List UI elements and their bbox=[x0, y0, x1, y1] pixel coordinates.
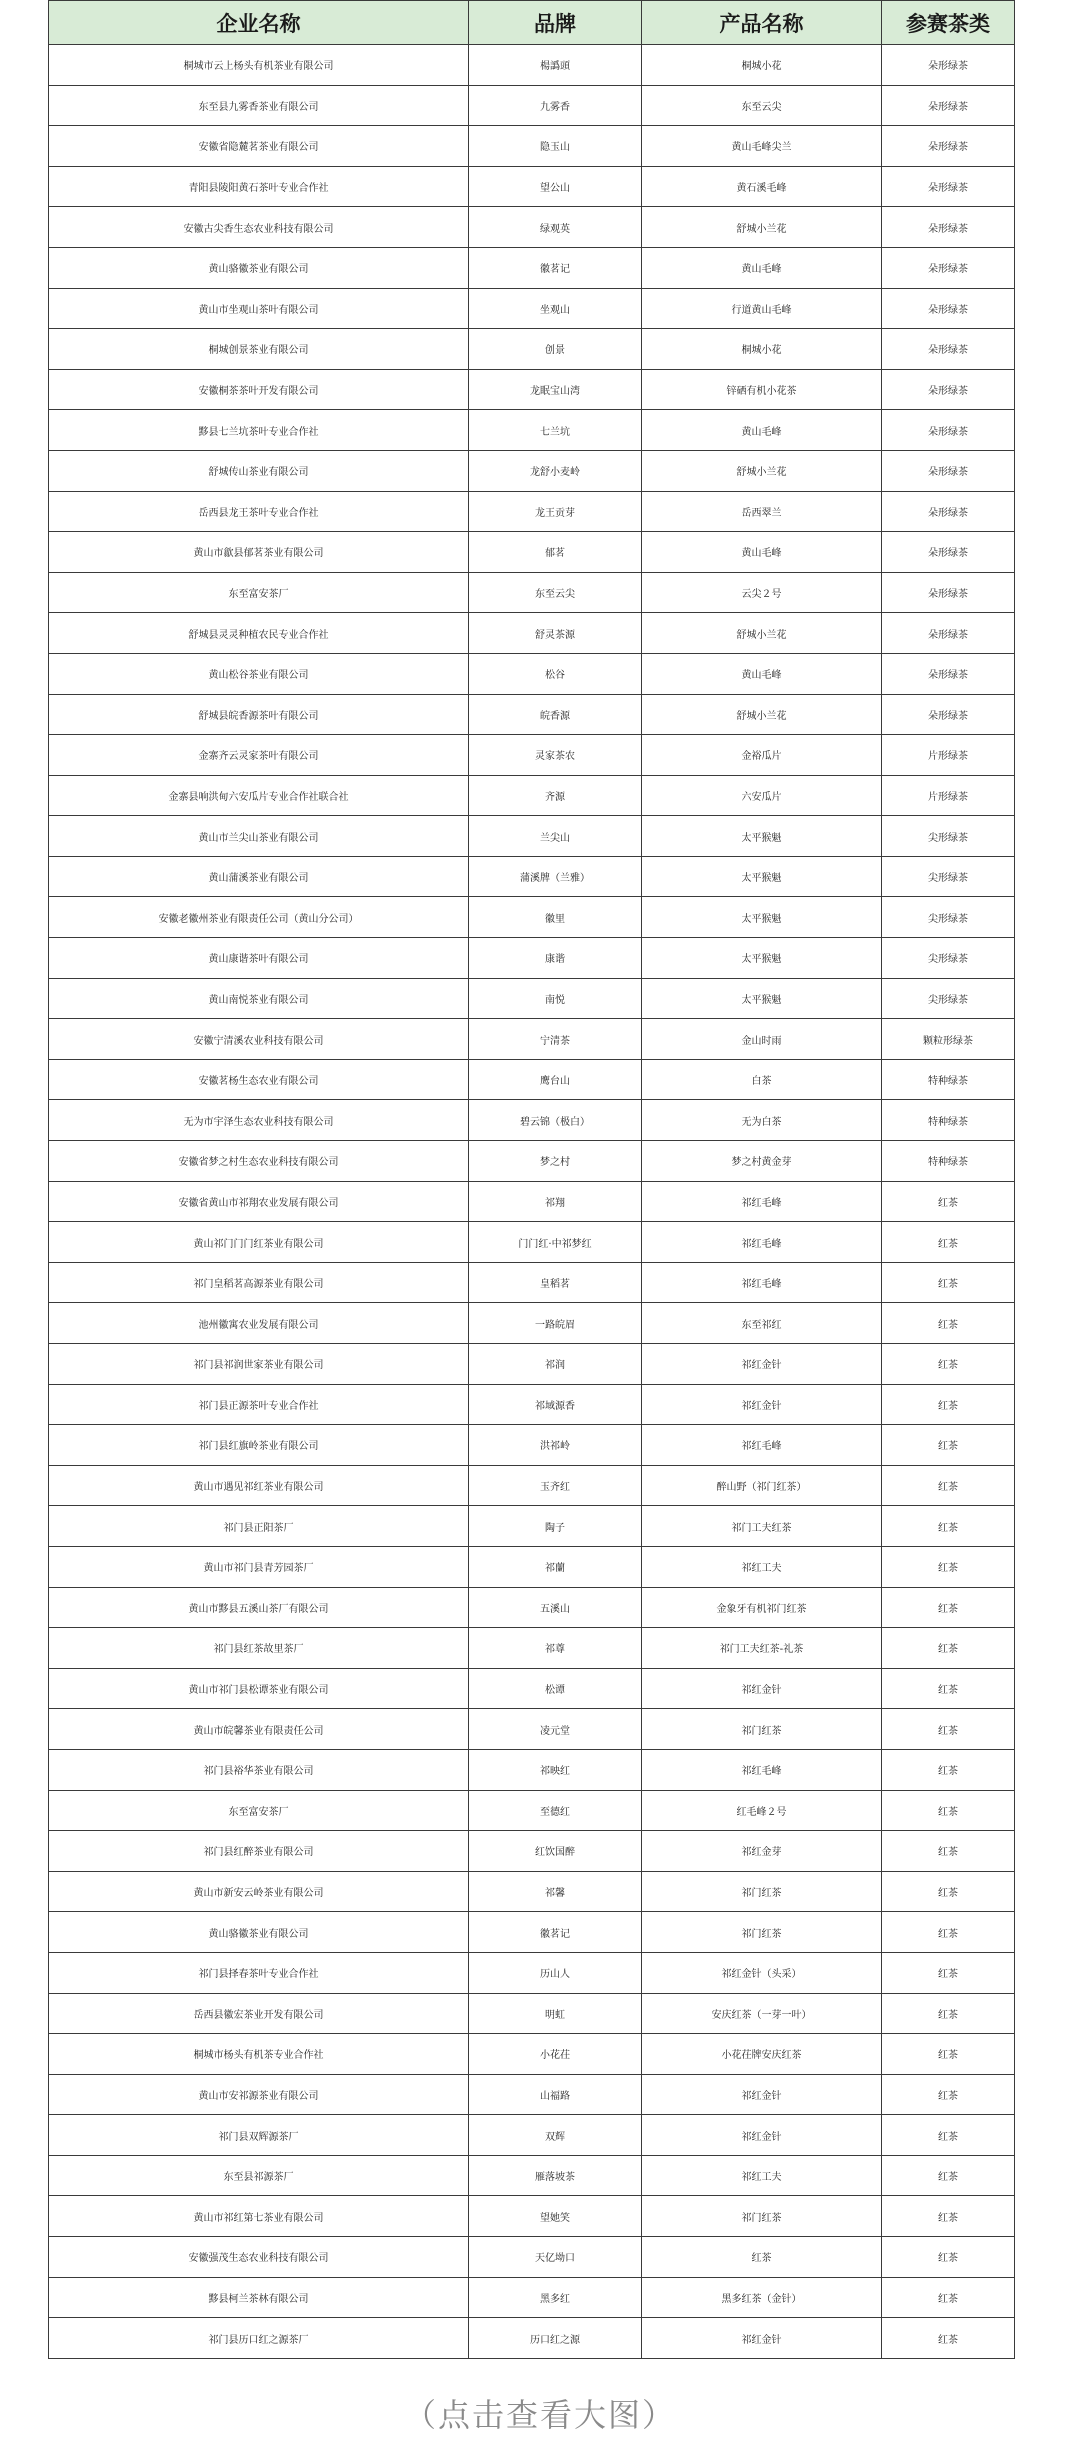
category-cell: 朵形绿茶 bbox=[882, 45, 1015, 86]
company-cell: 黄山松谷茶业有限公司 bbox=[49, 653, 469, 694]
category-cell: 朵形绿茶 bbox=[882, 288, 1015, 329]
table-row bbox=[49, 2237, 1015, 2278]
company-cell: 黄山市歙县郁茗茶业有限公司 bbox=[49, 532, 469, 573]
category-cell: 尖形绿茶 bbox=[882, 897, 1015, 938]
product-cell: 祁红毛峰 bbox=[642, 1425, 882, 1466]
table-row bbox=[49, 1912, 1015, 1953]
product-cell: 黄山毛峰 bbox=[642, 247, 882, 288]
product-cell: 梦之村黄金芽 bbox=[642, 1141, 882, 1182]
category-cell: 红茶 bbox=[882, 1912, 1015, 1953]
product-cell: 黄山毛峰 bbox=[642, 410, 882, 451]
table-row bbox=[49, 85, 1015, 126]
company-cell: 祁门县红茶故里茶厂 bbox=[49, 1628, 469, 1669]
category-cell: 红茶 bbox=[882, 1790, 1015, 1831]
table-row bbox=[49, 735, 1015, 776]
brand-cell: 山福路 bbox=[469, 2074, 642, 2115]
table-row bbox=[49, 1749, 1015, 1790]
table-row bbox=[49, 1181, 1015, 1222]
category-cell: 红茶 bbox=[882, 1506, 1015, 1547]
product-cell: 祁红毛峰 bbox=[642, 1262, 882, 1303]
product-cell: 锌硒有机小花茶 bbox=[642, 369, 882, 410]
product-cell: 桐城小花 bbox=[642, 45, 882, 86]
table-row bbox=[49, 1871, 1015, 1912]
company-cell: 安徽强茂生态农业科技有限公司 bbox=[49, 2237, 469, 2278]
category-cell: 红茶 bbox=[882, 2318, 1015, 2359]
product-cell: 祁红毛峰 bbox=[642, 1181, 882, 1222]
category-cell: 特种绿茶 bbox=[882, 1141, 1015, 1182]
table-row bbox=[49, 1587, 1015, 1628]
category-cell: 红茶 bbox=[882, 1384, 1015, 1425]
product-cell: 祁门工夫红茶-礼茶 bbox=[642, 1628, 882, 1669]
product-cell: 金象牙有机祁门红茶 bbox=[642, 1587, 882, 1628]
brand-cell: 门门红·中祁梦红 bbox=[469, 1222, 642, 1263]
product-cell: 祁红毛峰 bbox=[642, 1222, 882, 1263]
category-cell: 红茶 bbox=[882, 1749, 1015, 1790]
table-container bbox=[48, 0, 1014, 2359]
product-cell: 祁红金针 bbox=[642, 2074, 882, 2115]
brand-cell: 兰尖山 bbox=[469, 816, 642, 857]
company-cell: 舒城县灵灵种植农民专业合作社 bbox=[49, 613, 469, 654]
table-body bbox=[49, 45, 1015, 2359]
brand-cell: 祁翔 bbox=[469, 1181, 642, 1222]
table-row bbox=[49, 653, 1015, 694]
product-cell: 太平猴魁 bbox=[642, 816, 882, 857]
product-cell: 太平猴魁 bbox=[642, 856, 882, 897]
table-row bbox=[49, 938, 1015, 979]
category-cell: 红茶 bbox=[882, 1344, 1015, 1385]
product-cell: 六安瓜片 bbox=[642, 775, 882, 816]
product-cell: 云尖２号 bbox=[642, 572, 882, 613]
category-cell: 朵形绿茶 bbox=[882, 694, 1015, 735]
table-row bbox=[49, 1465, 1015, 1506]
company-cell: 黄山骆徽茶业有限公司 bbox=[49, 247, 469, 288]
brand-cell: 历山人 bbox=[469, 1952, 642, 1993]
category-cell: 尖形绿茶 bbox=[882, 978, 1015, 1019]
table-row bbox=[49, 410, 1015, 451]
category-cell: 朵形绿茶 bbox=[882, 572, 1015, 613]
category-cell: 红茶 bbox=[882, 1303, 1015, 1344]
table-row bbox=[49, 2034, 1015, 2075]
table-row bbox=[49, 207, 1015, 248]
table-row bbox=[49, 2318, 1015, 2359]
category-cell: 红茶 bbox=[882, 1831, 1015, 1872]
product-cell: 祁红金针 bbox=[642, 2115, 882, 2156]
company-cell: 黟县七兰坑茶叶专业合作社 bbox=[49, 410, 469, 451]
table-row bbox=[49, 1952, 1015, 1993]
category-cell: 红茶 bbox=[882, 1668, 1015, 1709]
table-row bbox=[49, 1628, 1015, 1669]
company-cell: 黄山市新安云岭茶业有限公司 bbox=[49, 1871, 469, 1912]
product-cell: 黑多红茶（金针） bbox=[642, 2277, 882, 2318]
tea-competition-table bbox=[48, 0, 1015, 2359]
table-row bbox=[49, 1709, 1015, 1750]
header-brand: 品牌 bbox=[469, 1, 642, 45]
product-cell: 祁门红茶 bbox=[642, 2196, 882, 2237]
company-cell: 金寨县响洪甸六安瓜片专业合作社联合社 bbox=[49, 775, 469, 816]
company-cell: 池州徽寓农业发展有限公司 bbox=[49, 1303, 469, 1344]
table-row bbox=[49, 1344, 1015, 1385]
company-cell: 黄山祁门门门红茶业有限公司 bbox=[49, 1222, 469, 1263]
company-cell: 安徽老徽州茶业有限责任公司（黄山分公司） bbox=[49, 897, 469, 938]
brand-cell: 龙眠宝山湾 bbox=[469, 369, 642, 410]
brand-cell: 徽茗记 bbox=[469, 1912, 642, 1953]
company-cell: 祁门县红旗岭茶业有限公司 bbox=[49, 1425, 469, 1466]
company-cell: 黄山市兰尖山茶业有限公司 bbox=[49, 816, 469, 857]
table-row bbox=[49, 329, 1015, 370]
brand-cell: 雁落坡茶 bbox=[469, 2155, 642, 2196]
category-cell: 颗粒形绿茶 bbox=[882, 1019, 1015, 1060]
company-cell: 岳西县龙王茶叶专业合作社 bbox=[49, 491, 469, 532]
brand-cell: 绿观英 bbox=[469, 207, 642, 248]
brand-cell: 龙舒小麦岭 bbox=[469, 450, 642, 491]
category-cell: 尖形绿茶 bbox=[882, 856, 1015, 897]
category-cell: 红茶 bbox=[882, 2034, 1015, 2075]
company-cell: 黄山市祁门县青芳园茶厂 bbox=[49, 1546, 469, 1587]
brand-cell: 明虹 bbox=[469, 1993, 642, 2034]
category-cell: 朵形绿茶 bbox=[882, 247, 1015, 288]
product-cell: 舒城小兰花 bbox=[642, 207, 882, 248]
company-cell: 祁门县裕华茶业有限公司 bbox=[49, 1749, 469, 1790]
table-row bbox=[49, 369, 1015, 410]
brand-cell: 松谷 bbox=[469, 653, 642, 694]
brand-cell: 鹰台山 bbox=[469, 1059, 642, 1100]
company-cell: 黄山市坐观山茶叶有限公司 bbox=[49, 288, 469, 329]
product-cell: 祁红金针（头采） bbox=[642, 1952, 882, 1993]
table-row bbox=[49, 1668, 1015, 1709]
brand-cell: 南悦 bbox=[469, 978, 642, 1019]
table-row bbox=[49, 613, 1015, 654]
category-cell: 片形绿茶 bbox=[882, 775, 1015, 816]
product-cell: 舒城小兰花 bbox=[642, 613, 882, 654]
category-cell: 红茶 bbox=[882, 1709, 1015, 1750]
product-cell: 祁红工夫 bbox=[642, 2155, 882, 2196]
product-cell: 舒城小兰花 bbox=[642, 694, 882, 735]
product-cell: 祁红金针 bbox=[642, 2318, 882, 2359]
header-product: 产品名称 bbox=[642, 1, 882, 45]
category-cell: 红茶 bbox=[882, 2115, 1015, 2156]
table-row bbox=[49, 1262, 1015, 1303]
brand-cell: 徽里 bbox=[469, 897, 642, 938]
product-cell: 醉山野（祁门红茶） bbox=[642, 1465, 882, 1506]
company-cell: 祁门县祁润世家茶业有限公司 bbox=[49, 1344, 469, 1385]
brand-cell: 隐玉山 bbox=[469, 126, 642, 167]
brand-cell: 碧云锦（极白） bbox=[469, 1100, 642, 1141]
category-cell: 红茶 bbox=[882, 1222, 1015, 1263]
company-cell: 黄山市安祁源茶业有限公司 bbox=[49, 2074, 469, 2115]
company-cell: 安徽茗杨生态农业有限公司 bbox=[49, 1059, 469, 1100]
company-cell: 岳西县徽宏茶业开发有限公司 bbox=[49, 1993, 469, 2034]
company-cell: 青阳县陵阳黄石茶叶专业合作社 bbox=[49, 166, 469, 207]
table-row bbox=[49, 1790, 1015, 1831]
company-cell: 桐城市云上杨头有机茶业有限公司 bbox=[49, 45, 469, 86]
table-row bbox=[49, 1059, 1015, 1100]
category-cell: 红茶 bbox=[882, 1181, 1015, 1222]
brand-cell: 小花茌 bbox=[469, 2034, 642, 2075]
brand-cell: 黑多红 bbox=[469, 2277, 642, 2318]
company-cell: 黄山市黟县五溪山茶厂有限公司 bbox=[49, 1587, 469, 1628]
company-cell: 祁门县正源茶叶专业合作社 bbox=[49, 1384, 469, 1425]
table-row bbox=[49, 1506, 1015, 1547]
brand-cell: 东至云尖 bbox=[469, 572, 642, 613]
category-cell: 朵形绿茶 bbox=[882, 653, 1015, 694]
product-cell: 金裕瓜片 bbox=[642, 735, 882, 776]
company-cell: 安徽宁清溪农业科技有限公司 bbox=[49, 1019, 469, 1060]
brand-cell: 双辉 bbox=[469, 2115, 642, 2156]
product-cell: 岳西翠兰 bbox=[642, 491, 882, 532]
product-cell: 祁红金针 bbox=[642, 1384, 882, 1425]
table-row bbox=[49, 491, 1015, 532]
company-cell: 安徽古尖香生态农业科技有限公司 bbox=[49, 207, 469, 248]
brand-cell: 望公山 bbox=[469, 166, 642, 207]
brand-cell: 祁域源香 bbox=[469, 1384, 642, 1425]
brand-cell: 天亿坳口 bbox=[469, 2237, 642, 2278]
brand-cell: 红饮国醉 bbox=[469, 1831, 642, 1872]
category-cell: 红茶 bbox=[882, 1871, 1015, 1912]
brand-cell: 玉齐红 bbox=[469, 1465, 642, 1506]
brand-cell: 楊譌頭 bbox=[469, 45, 642, 86]
product-cell: 祁门红茶 bbox=[642, 1871, 882, 1912]
category-cell: 朵形绿茶 bbox=[882, 166, 1015, 207]
table-row bbox=[49, 1993, 1015, 2034]
brand-cell: 郁茗 bbox=[469, 532, 642, 573]
category-cell: 红茶 bbox=[882, 1993, 1015, 2034]
company-cell: 舒城县皖香源茶叶有限公司 bbox=[49, 694, 469, 735]
product-cell: 行道黄山毛峰 bbox=[642, 288, 882, 329]
category-cell: 红茶 bbox=[882, 1952, 1015, 1993]
brand-cell: 一路皖眉 bbox=[469, 1303, 642, 1344]
company-cell: 安徽省隐麓茗茶业有限公司 bbox=[49, 126, 469, 167]
table-row bbox=[49, 1831, 1015, 1872]
company-cell: 东至县九雾香茶业有限公司 bbox=[49, 85, 469, 126]
brand-cell: 祁馨 bbox=[469, 1871, 642, 1912]
category-cell: 朵形绿茶 bbox=[882, 126, 1015, 167]
product-cell: 太平猴魁 bbox=[642, 978, 882, 1019]
table-row bbox=[49, 1425, 1015, 1466]
category-cell: 红茶 bbox=[882, 2155, 1015, 2196]
table-row bbox=[49, 450, 1015, 491]
table-row bbox=[49, 1384, 1015, 1425]
header-company: 企业名称 bbox=[49, 1, 469, 45]
company-cell: 黄山市遇见祁红茶业有限公司 bbox=[49, 1465, 469, 1506]
category-cell: 红茶 bbox=[882, 1262, 1015, 1303]
company-cell: 祁门县红醉茶业有限公司 bbox=[49, 1831, 469, 1872]
company-cell: 东至富安茶厂 bbox=[49, 1790, 469, 1831]
category-cell: 红茶 bbox=[882, 1587, 1015, 1628]
table-row bbox=[49, 2115, 1015, 2156]
brand-cell: 五溪山 bbox=[469, 1587, 642, 1628]
product-cell: 太平猴魁 bbox=[642, 938, 882, 979]
table-row bbox=[49, 978, 1015, 1019]
brand-cell: 至德红 bbox=[469, 1790, 642, 1831]
company-cell: 黄山市祁门县松谭茶业有限公司 bbox=[49, 1668, 469, 1709]
company-cell: 祁门县正阳茶厂 bbox=[49, 1506, 469, 1547]
table-row bbox=[49, 1141, 1015, 1182]
category-cell: 朵形绿茶 bbox=[882, 85, 1015, 126]
product-cell: 祁红金针 bbox=[642, 1668, 882, 1709]
category-cell: 朵形绿茶 bbox=[882, 532, 1015, 573]
category-cell: 红茶 bbox=[882, 2237, 1015, 2278]
category-cell: 红茶 bbox=[882, 2277, 1015, 2318]
company-cell: 东至富安茶厂 bbox=[49, 572, 469, 613]
company-cell: 黟县柯兰茶林有限公司 bbox=[49, 2277, 469, 2318]
brand-cell: 坐观山 bbox=[469, 288, 642, 329]
company-cell: 祁门县历口红之源茶厂 bbox=[49, 2318, 469, 2359]
brand-cell: 望她笑 bbox=[469, 2196, 642, 2237]
company-cell: 祁门县双辉源茶厂 bbox=[49, 2115, 469, 2156]
table-row bbox=[49, 2074, 1015, 2115]
brand-cell: 宁清茶 bbox=[469, 1019, 642, 1060]
table-row bbox=[49, 1100, 1015, 1141]
product-cell: 红毛峰２号 bbox=[642, 1790, 882, 1831]
category-cell: 朵形绿茶 bbox=[882, 369, 1015, 410]
brand-cell: 舒灵茶源 bbox=[469, 613, 642, 654]
table-row bbox=[49, 45, 1015, 86]
table-row bbox=[49, 816, 1015, 857]
product-cell: 祁红金芽 bbox=[642, 1831, 882, 1872]
company-cell: 祁门皇稻茗高源茶业有限公司 bbox=[49, 1262, 469, 1303]
brand-cell: 龙王贡芽 bbox=[469, 491, 642, 532]
category-cell: 朵形绿茶 bbox=[882, 491, 1015, 532]
category-cell: 尖形绿茶 bbox=[882, 816, 1015, 857]
brand-cell: 凌元堂 bbox=[469, 1709, 642, 1750]
brand-cell: 皖香源 bbox=[469, 694, 642, 735]
table-row bbox=[49, 2155, 1015, 2196]
table-row bbox=[49, 1303, 1015, 1344]
company-cell: 桐城市杨头有机茶专业合作社 bbox=[49, 2034, 469, 2075]
brand-cell: 齐源 bbox=[469, 775, 642, 816]
table-row bbox=[49, 1222, 1015, 1263]
company-cell: 安徽省黄山市祁翔农业发展有限公司 bbox=[49, 1181, 469, 1222]
brand-cell: 七兰坑 bbox=[469, 410, 642, 451]
company-cell: 黄山市祁红第七茶业有限公司 bbox=[49, 2196, 469, 2237]
category-cell: 红茶 bbox=[882, 1465, 1015, 1506]
table-row bbox=[49, 247, 1015, 288]
table-row bbox=[49, 126, 1015, 167]
brand-cell: 祁蘭 bbox=[469, 1546, 642, 1587]
brand-cell: 康谐 bbox=[469, 938, 642, 979]
product-cell: 舒城小兰花 bbox=[642, 450, 882, 491]
category-cell: 红茶 bbox=[882, 1628, 1015, 1669]
brand-cell: 皇稻茗 bbox=[469, 1262, 642, 1303]
product-cell: 祁门红茶 bbox=[642, 1912, 882, 1953]
company-cell: 无为市宇泽生态农业科技有限公司 bbox=[49, 1100, 469, 1141]
table-row bbox=[49, 1546, 1015, 1587]
company-cell: 黄山市皖馨茶业有限责任公司 bbox=[49, 1709, 469, 1750]
company-cell: 黄山康谐茶叶有限公司 bbox=[49, 938, 469, 979]
company-cell: 舒城传山茶业有限公司 bbox=[49, 450, 469, 491]
product-cell: 东至云尖 bbox=[642, 85, 882, 126]
brand-cell: 洪祁岭 bbox=[469, 1425, 642, 1466]
category-cell: 红茶 bbox=[882, 2196, 1015, 2237]
category-cell: 朵形绿茶 bbox=[882, 450, 1015, 491]
category-cell: 红茶 bbox=[882, 2074, 1015, 2115]
table-header-row bbox=[49, 1, 1015, 45]
table-row bbox=[49, 856, 1015, 897]
brand-cell: 创景 bbox=[469, 329, 642, 370]
view-large-image-caption[interactable]: （点击查看大图） bbox=[403, 2396, 676, 2434]
product-cell: 东至祁红 bbox=[642, 1303, 882, 1344]
table-row bbox=[49, 532, 1015, 573]
company-cell: 东至县祁源茶厂 bbox=[49, 2155, 469, 2196]
company-cell: 桐城创景茶业有限公司 bbox=[49, 329, 469, 370]
table-row bbox=[49, 166, 1015, 207]
company-cell: 黄山蒲溪茶业有限公司 bbox=[49, 856, 469, 897]
product-cell: 太平猴魁 bbox=[642, 897, 882, 938]
product-cell: 祁门工夫红茶 bbox=[642, 1506, 882, 1547]
category-cell: 尖形绿茶 bbox=[882, 938, 1015, 979]
company-cell: 安徽省梦之村生态农业科技有限公司 bbox=[49, 1141, 469, 1182]
product-cell: 祁门红茶 bbox=[642, 1709, 882, 1750]
table-row bbox=[49, 288, 1015, 329]
brand-cell: 灵家茶农 bbox=[469, 735, 642, 776]
company-cell: 黄山南悦茶业有限公司 bbox=[49, 978, 469, 1019]
brand-cell: 祁润 bbox=[469, 1344, 642, 1385]
company-cell: 祁门县择春茶叶专业合作社 bbox=[49, 1952, 469, 1993]
product-cell: 安庆红茶（一芽一叶） bbox=[642, 1993, 882, 2034]
table-row bbox=[49, 897, 1015, 938]
brand-cell: 陶子 bbox=[469, 1506, 642, 1547]
product-cell: 白茶 bbox=[642, 1059, 882, 1100]
brand-cell: 梦之村 bbox=[469, 1141, 642, 1182]
product-cell: 黄石溪毛峰 bbox=[642, 166, 882, 207]
product-cell: 祁红工夫 bbox=[642, 1546, 882, 1587]
brand-cell: 祁尊 bbox=[469, 1628, 642, 1669]
product-cell: 祁红毛峰 bbox=[642, 1749, 882, 1790]
header-category: 参赛茶类 bbox=[882, 1, 1015, 45]
product-cell: 祁红金针 bbox=[642, 1344, 882, 1385]
brand-cell: 祁映红 bbox=[469, 1749, 642, 1790]
table-row bbox=[49, 694, 1015, 735]
category-cell: 朵形绿茶 bbox=[882, 329, 1015, 370]
category-cell: 特种绿茶 bbox=[882, 1059, 1015, 1100]
table-row bbox=[49, 2277, 1015, 2318]
brand-cell: 松谭 bbox=[469, 1668, 642, 1709]
product-cell: 金山时雨 bbox=[642, 1019, 882, 1060]
product-cell: 黄山毛峰 bbox=[642, 653, 882, 694]
brand-cell: 蒲溪牌（兰雅） bbox=[469, 856, 642, 897]
product-cell: 黄山毛峰尖兰 bbox=[642, 126, 882, 167]
category-cell: 红茶 bbox=[882, 1546, 1015, 1587]
brand-cell: 九雾香 bbox=[469, 85, 642, 126]
table-row bbox=[49, 2196, 1015, 2237]
brand-cell: 历口红之源 bbox=[469, 2318, 642, 2359]
product-cell: 桐城小花 bbox=[642, 329, 882, 370]
category-cell: 红茶 bbox=[882, 1425, 1015, 1466]
company-cell: 黄山骆徽茶业有限公司 bbox=[49, 1912, 469, 1953]
category-cell: 特种绿茶 bbox=[882, 1100, 1015, 1141]
product-cell: 无为白茶 bbox=[642, 1100, 882, 1141]
product-cell: 红茶 bbox=[642, 2237, 882, 2278]
company-cell: 金寨齐云灵家茶叶有限公司 bbox=[49, 735, 469, 776]
brand-cell: 徽茗记 bbox=[469, 247, 642, 288]
table-row bbox=[49, 775, 1015, 816]
category-cell: 朵形绿茶 bbox=[882, 613, 1015, 654]
product-cell: 黄山毛峰 bbox=[642, 532, 882, 573]
category-cell: 朵形绿茶 bbox=[882, 410, 1015, 451]
table-row bbox=[49, 1019, 1015, 1060]
product-cell: 小花茌牌安庆红茶 bbox=[642, 2034, 882, 2075]
company-cell: 安徽桐茶茶叶开发有限公司 bbox=[49, 369, 469, 410]
table-row bbox=[49, 572, 1015, 613]
category-cell: 朵形绿茶 bbox=[882, 207, 1015, 248]
category-cell: 片形绿茶 bbox=[882, 735, 1015, 776]
